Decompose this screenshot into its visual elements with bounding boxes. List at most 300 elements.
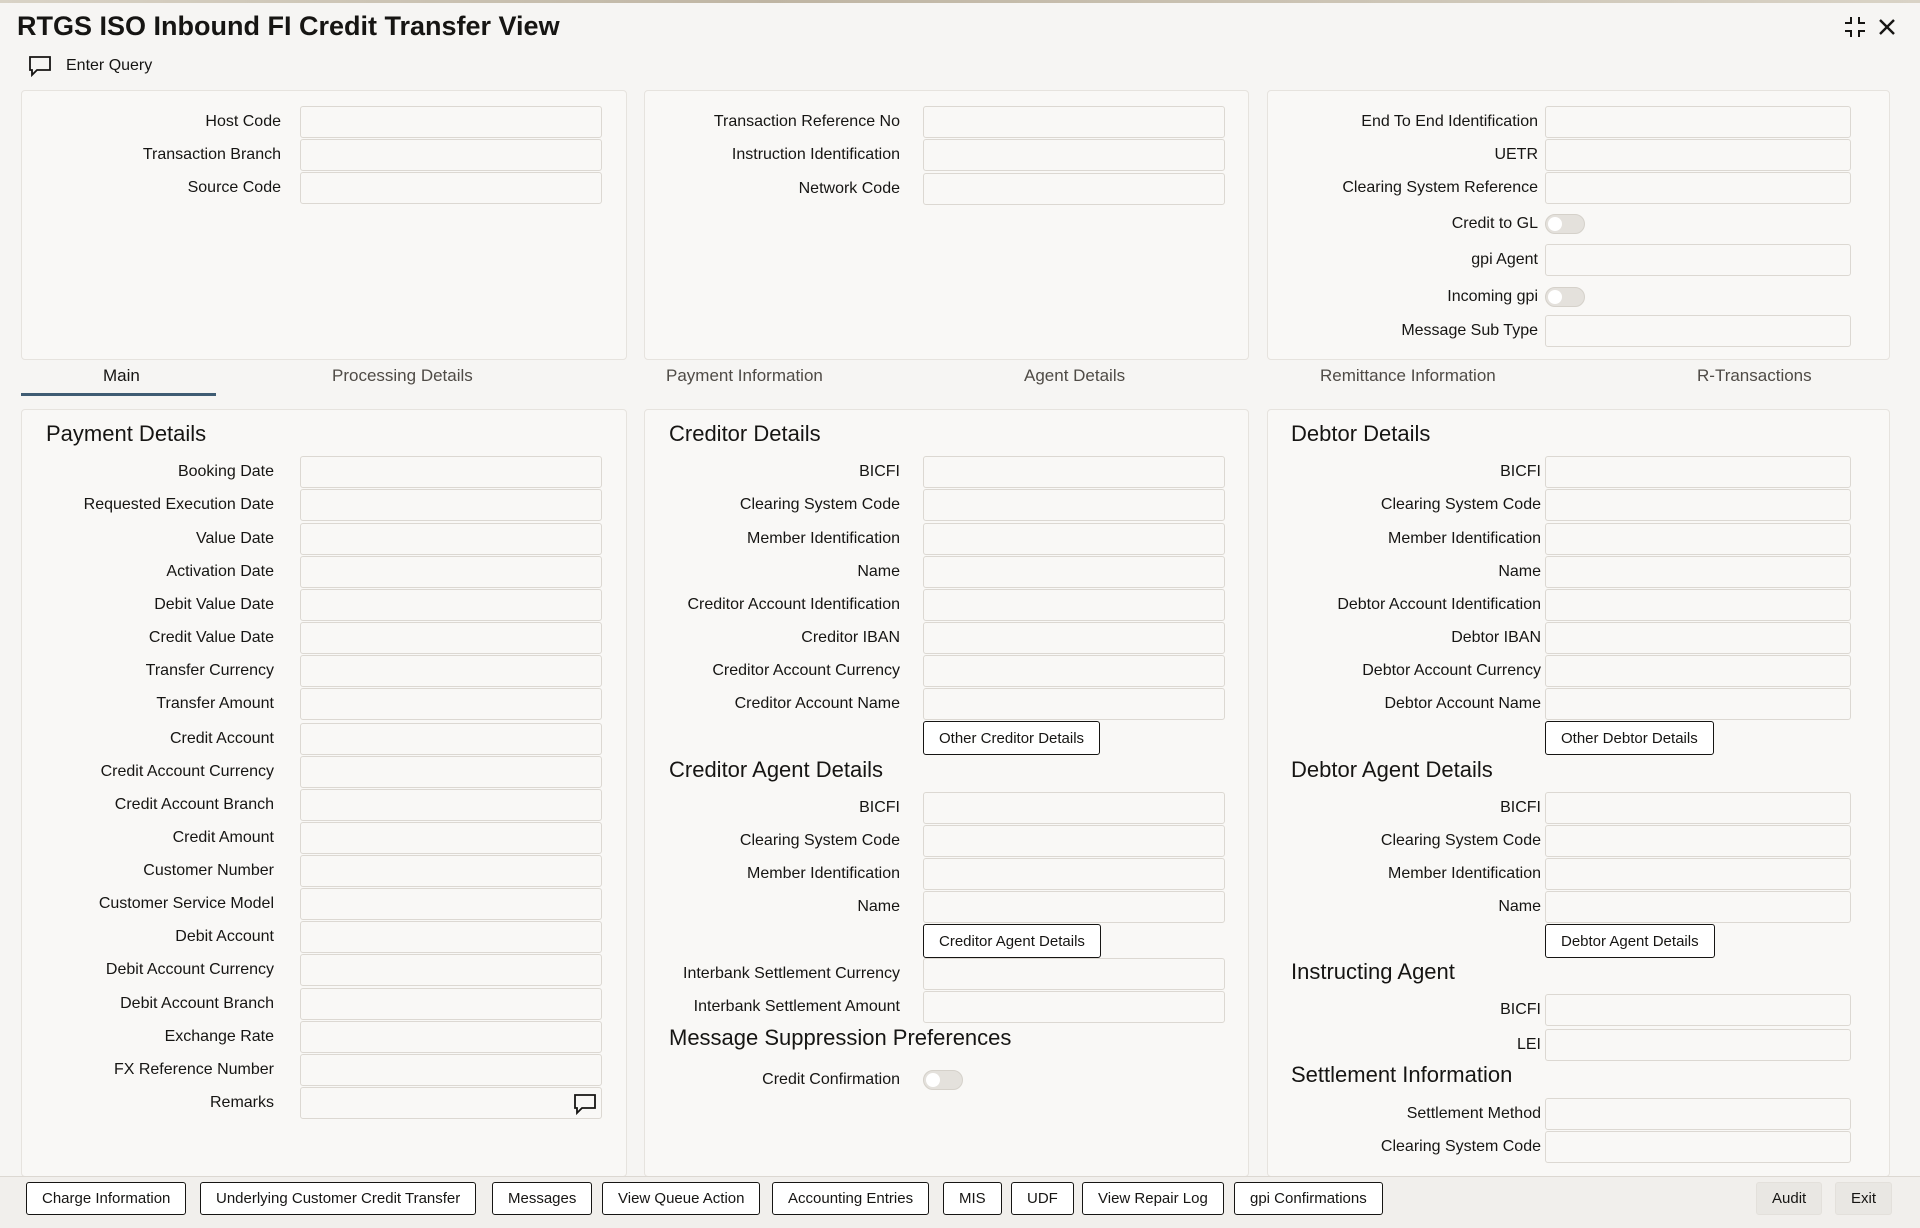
- field-credit-value-date: [22, 622, 626, 654]
- enter-query-button[interactable]: [28, 52, 152, 80]
- instruction-identification-input[interactable]: [924, 140, 1224, 170]
- debtor-agent-bicfi-input[interactable]: [1546, 793, 1850, 823]
- settlement-clearing-system-code-input-wrap: [1545, 1131, 1851, 1163]
- mis-button[interactable]: MIS: [943, 1182, 1002, 1215]
- field-label: Customer Number: [143, 862, 274, 879]
- tab-main[interactable]: Main: [103, 366, 140, 385]
- field-label: Requested Execution Date: [83, 496, 274, 513]
- source-code-input-wrap: [300, 172, 602, 204]
- debit-value-date-input[interactable]: [301, 590, 601, 620]
- field-label: Transaction Reference No: [713, 113, 900, 130]
- creditor-clearing-system-code-input[interactable]: [924, 490, 1224, 520]
- field-settlement-clearing-system-code: [1268, 1131, 1889, 1163]
- field-debit-value-date: [22, 589, 626, 621]
- field-credit-confirmation: [645, 1064, 1248, 1096]
- credit-account-input-wrap: [300, 723, 602, 755]
- creditor-iban-input[interactable]: [924, 623, 1224, 653]
- field-label: Transaction Branch: [142, 146, 281, 163]
- interbank-settlement-amount-input[interactable]: [924, 992, 1224, 1022]
- field-customer-number: [22, 855, 626, 887]
- end-to-end-input-wrap: [1545, 106, 1851, 138]
- field-label: Debtor Account Currency: [1362, 662, 1541, 679]
- field-label: Credit Account: [169, 730, 274, 747]
- field-interbank-settlement-amount: [645, 991, 1248, 1023]
- uetr-input-wrap: [1545, 139, 1851, 171]
- debtor-account-name-input[interactable]: [1546, 689, 1850, 719]
- charge-information-button[interactable]: Charge Information: [26, 1182, 186, 1215]
- footer-toolbar: [0, 1176, 1920, 1228]
- field-label: Instruction Identification: [731, 146, 900, 163]
- message-sub-type-input-wrap: [1545, 315, 1851, 347]
- transaction-reference-input[interactable]: [924, 107, 1224, 137]
- creditor-bicfi-input-wrap: [923, 456, 1225, 488]
- credit-value-date-input[interactable]: [301, 623, 601, 653]
- field-creditor-agent-member-identification: [645, 858, 1248, 890]
- field-value-date: [22, 523, 626, 555]
- requested-execution-date-input[interactable]: [301, 490, 601, 520]
- field-label: Host Code: [205, 113, 281, 130]
- field-label: Clearing System Code: [1380, 832, 1541, 849]
- field-creditor-iban: [645, 622, 1248, 654]
- credit-account-branch-input-wrap: [300, 789, 602, 821]
- other-debtor-details-button[interactable]: Other Debtor Details: [1545, 721, 1714, 755]
- field-label: Name: [1498, 563, 1541, 580]
- active-tab-indicator: [21, 393, 216, 396]
- enter-query-label: Enter Query: [66, 57, 153, 74]
- field-label: End To End Identification: [1361, 113, 1538, 130]
- window-title: RTGS ISO Inbound FI Credit Transfer View: [17, 11, 560, 41]
- field-creditor-agent-name: [645, 891, 1248, 923]
- tab-bar: [21, 356, 1891, 398]
- debtor-panel: [1267, 409, 1890, 1177]
- field-label: Name: [1498, 898, 1541, 915]
- field-label: BICFI: [859, 463, 900, 480]
- field-instruction-identification: [645, 139, 1248, 171]
- debtor-iban-input[interactable]: [1546, 623, 1850, 653]
- customer-service-model-input[interactable]: [301, 889, 601, 919]
- field-uetr: [1268, 139, 1889, 171]
- fx-reference-number-input-wrap: [300, 1054, 602, 1086]
- instructing-agent-lei-input[interactable]: [1546, 1030, 1850, 1060]
- field-credit-account: [22, 723, 626, 755]
- field-interbank-settlement-currency: [645, 958, 1248, 990]
- debtor-agent-details-title: Debtor Agent Details: [1291, 757, 1493, 782]
- field-credit-to-gl: [1268, 208, 1889, 240]
- tab-agent-details[interactable]: Agent Details: [1024, 366, 1126, 385]
- field-remarks: [22, 1087, 626, 1119]
- title-bar: [0, 3, 1920, 49]
- field-label: Member Identification: [747, 865, 900, 882]
- creditor-agent-details-button[interactable]: Creditor Agent Details: [923, 924, 1101, 958]
- fx-reference-number-input[interactable]: [301, 1055, 601, 1085]
- gpi-agent-input[interactable]: [1546, 245, 1850, 275]
- field-message-sub-type: [1268, 315, 1889, 347]
- creditor-agent-clearing-system-code-input-wrap: [923, 825, 1225, 857]
- host-code-input-wrap: [300, 106, 602, 138]
- field-label: Debit Account Branch: [120, 995, 274, 1012]
- field-instructing-agent-lei: [1268, 1029, 1889, 1061]
- field-creditor-account-identification: [645, 589, 1248, 621]
- creditor-agent-details-title: Creditor Agent Details: [669, 757, 883, 782]
- field-creditor-account-currency: [645, 655, 1248, 687]
- field-debit-account-currency: [22, 954, 626, 986]
- field-label: Creditor IBAN: [801, 629, 900, 646]
- field-label: Clearing System Reference: [1342, 179, 1538, 196]
- debit-account-currency-input[interactable]: [301, 955, 601, 985]
- creditor-member-identification-input[interactable]: [924, 524, 1224, 554]
- creditor-agent-bicfi-input[interactable]: [924, 793, 1224, 823]
- field-label: Credit Confirmation: [762, 1071, 900, 1088]
- field-network-code: [645, 173, 1248, 205]
- field-label: Value Date: [196, 530, 274, 547]
- field-debtor-agent-name: [1268, 891, 1889, 923]
- debtor-member-identification-input-wrap: [1545, 523, 1851, 555]
- debtor-bicfi-input[interactable]: [1546, 457, 1850, 487]
- credit-account-input[interactable]: [301, 724, 601, 754]
- debtor-account-identification-input-wrap: [1545, 589, 1851, 621]
- debtor-clearing-system-code-input-wrap: [1545, 489, 1851, 521]
- field-label: BICFI: [859, 799, 900, 816]
- transfer-currency-input[interactable]: [301, 656, 601, 686]
- payment-details-panel: [21, 409, 627, 1177]
- creditor-agent-member-identification-input[interactable]: [924, 859, 1224, 889]
- debtor-account-name-input-wrap: [1545, 688, 1851, 720]
- field-debtor-bicfi: [1268, 456, 1889, 488]
- clearing-system-reference-input[interactable]: [1546, 173, 1850, 203]
- tab-remittance-information[interactable]: Remittance Information: [1320, 366, 1496, 385]
- field-fx-reference-number: [22, 1054, 626, 1086]
- gpi-confirmations-button[interactable]: gpi Confirmations: [1234, 1182, 1383, 1215]
- field-label: Member Identification: [747, 530, 900, 547]
- field-label: Name: [857, 563, 900, 580]
- header-panel-1: [21, 90, 627, 360]
- debtor-name-input-wrap: [1545, 556, 1851, 588]
- field-creditor-clearing-system-code: [645, 489, 1248, 521]
- debit-value-date-input-wrap: [300, 589, 602, 621]
- transaction-branch-input[interactable]: [301, 140, 601, 170]
- creditor-account-name-input-wrap: [923, 688, 1225, 720]
- udf-button[interactable]: UDF: [1011, 1182, 1074, 1215]
- field-label: Debit Value Date: [154, 596, 274, 613]
- field-creditor-agent-clearing-system-code: [645, 825, 1248, 857]
- field-source-code: [22, 172, 626, 204]
- credit-confirmation-toggle[interactable]: [923, 1070, 963, 1090]
- field-credit-account-branch: [22, 789, 626, 821]
- customer-number-input-wrap: [300, 855, 602, 887]
- field-credit-amount: [22, 822, 626, 854]
- field-exchange-rate: [22, 1021, 626, 1053]
- field-creditor-agent-bicfi: [645, 792, 1248, 824]
- field-label: Interbank Settlement Currency: [683, 965, 900, 982]
- field-debtor-account-currency: [1268, 655, 1889, 687]
- field-label: Clearing System Code: [739, 832, 900, 849]
- debtor-agent-member-identification-input-wrap: [1545, 858, 1851, 890]
- interbank-settlement-currency-input[interactable]: [924, 959, 1224, 989]
- credit-account-currency-input[interactable]: [301, 757, 601, 787]
- field-label: Activation Date: [166, 563, 274, 580]
- close-button[interactable]: [1873, 13, 1901, 41]
- field-debtor-agent-clearing-system-code: [1268, 825, 1889, 857]
- settlement-method-input[interactable]: [1546, 1099, 1850, 1129]
- field-settlement-method: [1268, 1098, 1889, 1130]
- view-queue-action-button[interactable]: View Queue Action: [602, 1182, 760, 1215]
- creditor-account-name-input[interactable]: [924, 689, 1224, 719]
- creditor-agent-member-identification-input-wrap: [923, 858, 1225, 890]
- booking-date-input-wrap: [300, 456, 602, 488]
- field-transaction-reference: [645, 106, 1248, 138]
- exchange-rate-input[interactable]: [301, 1022, 601, 1052]
- field-activation-date: [22, 556, 626, 588]
- debtor-agent-details-button[interactable]: Debtor Agent Details: [1545, 924, 1715, 958]
- exchange-rate-input-wrap: [300, 1021, 602, 1053]
- creditor-account-currency-input-wrap: [923, 655, 1225, 687]
- messages-button[interactable]: Messages: [492, 1182, 592, 1215]
- field-debtor-account-name: [1268, 688, 1889, 720]
- field-creditor-account-name: [645, 688, 1248, 720]
- debit-account-input-wrap: [300, 921, 602, 953]
- field-debtor-clearing-system-code: [1268, 489, 1889, 521]
- field-label: gpi Agent: [1471, 251, 1538, 268]
- debit-account-currency-input-wrap: [300, 954, 602, 986]
- network-code-input[interactable]: [924, 174, 1224, 204]
- field-debtor-name: [1268, 556, 1889, 588]
- credit-amount-input-wrap: [300, 822, 602, 854]
- credit-account-branch-input[interactable]: [301, 790, 601, 820]
- customer-service-model-input-wrap: [300, 888, 602, 920]
- creditor-agent-bicfi-input-wrap: [923, 792, 1225, 824]
- field-debtor-agent-member-identification: [1268, 858, 1889, 890]
- transfer-amount-input[interactable]: [301, 689, 601, 719]
- field-label: Member Identification: [1388, 865, 1541, 882]
- field-debtor-agent-bicfi: [1268, 792, 1889, 824]
- activation-date-input[interactable]: [301, 557, 601, 587]
- debit-account-branch-input-wrap: [300, 988, 602, 1020]
- chat-bubble-icon: [28, 55, 52, 77]
- field-label: Source Code: [187, 179, 281, 196]
- field-incoming-gpi: [1268, 281, 1889, 313]
- creditor-agent-clearing-system-code-input[interactable]: [924, 826, 1224, 856]
- field-label: Clearing System Code: [1380, 496, 1541, 513]
- incoming-gpi-toggle[interactable]: [1545, 287, 1585, 307]
- debtor-account-currency-input-wrap: [1545, 655, 1851, 687]
- field-debtor-account-identification: [1268, 589, 1889, 621]
- field-transfer-currency: [22, 655, 626, 687]
- debtor-agent-name-input[interactable]: [1546, 892, 1850, 922]
- creditor-details-title: Creditor Details: [669, 421, 821, 446]
- debtor-agent-bicfi-input-wrap: [1545, 792, 1851, 824]
- field-instructing-agent-bicfi: [1268, 994, 1889, 1026]
- field-creditor-name: [645, 556, 1248, 588]
- debtor-agent-clearing-system-code-input-wrap: [1545, 825, 1851, 857]
- end-to-end-input[interactable]: [1546, 107, 1850, 137]
- field-label: BICFI: [1500, 799, 1541, 816]
- gpi-agent-input-wrap: [1545, 244, 1851, 276]
- field-label: Transfer Amount: [156, 695, 274, 712]
- instructing-agent-bicfi-input-wrap: [1545, 994, 1851, 1026]
- creditor-account-identification-input-wrap: [923, 589, 1225, 621]
- field-label: Credit Value Date: [148, 629, 274, 646]
- field-label: Debit Account Currency: [105, 961, 274, 978]
- underlying-customer-credit-transfer-button[interactable]: Underlying Customer Credit Transfer: [200, 1182, 476, 1215]
- debtor-clearing-system-code-input[interactable]: [1546, 490, 1850, 520]
- field-label: FX Reference Number: [113, 1061, 274, 1078]
- creditor-account-identification-input[interactable]: [924, 590, 1224, 620]
- payment-details-title: Payment Details: [46, 421, 207, 446]
- field-debit-account: [22, 921, 626, 953]
- debtor-account-currency-input[interactable]: [1546, 656, 1850, 686]
- field-label: Customer Service Model: [98, 895, 274, 912]
- field-transfer-amount: [22, 688, 626, 720]
- audit-button[interactable]: Audit: [1756, 1182, 1822, 1215]
- debtor-agent-member-identification-input[interactable]: [1546, 859, 1850, 889]
- field-label: Transfer Currency: [145, 662, 274, 679]
- remarks-input-wrap: [300, 1087, 602, 1119]
- debtor-name-input[interactable]: [1546, 557, 1850, 587]
- clearing-system-reference-input-wrap: [1545, 172, 1851, 204]
- message-sub-type-input[interactable]: [1546, 316, 1850, 346]
- transaction-branch-input-wrap: [300, 139, 602, 171]
- field-host-code: [22, 106, 626, 138]
- field-label: Credit Account Branch: [114, 796, 274, 813]
- settlement-method-input-wrap: [1545, 1098, 1851, 1130]
- creditor-agent-name-input-wrap: [923, 891, 1225, 923]
- instruction-identification-input-wrap: [923, 139, 1225, 171]
- settlement-clearing-system-code-input[interactable]: [1546, 1132, 1850, 1162]
- creditor-member-identification-input-wrap: [923, 523, 1225, 555]
- field-creditor-bicfi: [645, 456, 1248, 488]
- tab-r-transactions[interactable]: R-Transactions: [1697, 366, 1812, 385]
- instructing-agent-title: Instructing Agent: [1291, 959, 1455, 984]
- field-end-to-end: [1268, 106, 1889, 138]
- creditor-name-input[interactable]: [924, 557, 1224, 587]
- tab-processing-details[interactable]: Processing Details: [332, 366, 473, 385]
- field-label: Member Identification: [1388, 530, 1541, 547]
- value-date-input-wrap: [300, 523, 602, 555]
- header-panel-3: [1267, 90, 1890, 360]
- interbank-settlement-currency-input-wrap: [923, 958, 1225, 990]
- close-icon: [1877, 17, 1897, 37]
- debit-account-branch-input[interactable]: [301, 989, 601, 1019]
- field-label: Clearing System Code: [1380, 1138, 1541, 1155]
- uetr-input[interactable]: [1546, 140, 1850, 170]
- field-label: Creditor Account Name: [734, 695, 900, 712]
- debtor-iban-input-wrap: [1545, 622, 1851, 654]
- maximize-button[interactable]: [1841, 13, 1869, 41]
- field-label: Clearing System Code: [739, 496, 900, 513]
- transfer-amount-input-wrap: [300, 688, 602, 720]
- field-label: Creditor Account Identification: [687, 596, 900, 613]
- field-label: LEI: [1516, 1036, 1541, 1053]
- chat-bubble-icon[interactable]: [573, 1092, 597, 1116]
- field-label: BICFI: [1500, 463, 1541, 480]
- creditor-name-input-wrap: [923, 556, 1225, 588]
- field-label: Incoming gpi: [1447, 288, 1538, 305]
- debtor-account-identification-input[interactable]: [1546, 590, 1850, 620]
- field-label: Settlement Method: [1406, 1105, 1541, 1122]
- interbank-settlement-amount-input-wrap: [923, 991, 1225, 1023]
- transfer-currency-input-wrap: [300, 655, 602, 687]
- field-label: Creditor Account Currency: [712, 662, 900, 679]
- debit-account-input[interactable]: [301, 922, 601, 952]
- field-debtor-member-identification: [1268, 523, 1889, 555]
- credit-account-currency-input-wrap: [300, 756, 602, 788]
- accounting-entries-button[interactable]: Accounting Entries: [772, 1182, 929, 1215]
- credit-to-gl-toggle[interactable]: [1545, 214, 1585, 234]
- debtor-bicfi-input-wrap: [1545, 456, 1851, 488]
- creditor-iban-input-wrap: [923, 622, 1225, 654]
- other-creditor-details-button[interactable]: Other Creditor Details: [923, 721, 1100, 755]
- debtor-agent-name-input-wrap: [1545, 891, 1851, 923]
- field-label: Debtor Account Name: [1384, 695, 1541, 712]
- exit-button[interactable]: Exit: [1835, 1182, 1892, 1215]
- network-code-input-wrap: [923, 173, 1225, 205]
- field-label: Credit Amount: [172, 829, 274, 846]
- debtor-agent-clearing-system-code-input[interactable]: [1546, 826, 1850, 856]
- creditor-panel: [644, 409, 1249, 1177]
- debtor-member-identification-input[interactable]: [1546, 524, 1850, 554]
- debtor-details-title: Debtor Details: [1291, 421, 1431, 446]
- instructing-agent-lei-input-wrap: [1545, 1029, 1851, 1061]
- field-label: BICFI: [1500, 1001, 1541, 1018]
- field-debit-account-branch: [22, 988, 626, 1020]
- maximize-icon: [1843, 15, 1867, 39]
- requested-execution-date-input-wrap: [300, 489, 602, 521]
- field-label: Credit to GL: [1451, 215, 1538, 232]
- creditor-clearing-system-code-input-wrap: [923, 489, 1225, 521]
- field-credit-account-currency: [22, 756, 626, 788]
- field-label: Remarks: [209, 1094, 274, 1111]
- activation-date-input-wrap: [300, 556, 602, 588]
- field-requested-execution-date: [22, 489, 626, 521]
- host-code-input[interactable]: [301, 107, 601, 137]
- header-panel-2: [644, 90, 1249, 360]
- instructing-agent-bicfi-input[interactable]: [1546, 995, 1850, 1025]
- field-customer-service-model: [22, 888, 626, 920]
- field-label: Exchange Rate: [164, 1028, 274, 1045]
- view-repair-log-button[interactable]: View Repair Log: [1082, 1182, 1224, 1215]
- field-label: UETR: [1494, 146, 1538, 163]
- field-transaction-branch: [22, 139, 626, 171]
- field-label: Name: [857, 898, 900, 915]
- field-booking-date: [22, 456, 626, 488]
- field-clearing-system-reference: [1268, 172, 1889, 204]
- remarks-input[interactable]: [301, 1088, 601, 1118]
- field-label: Message Sub Type: [1401, 322, 1538, 339]
- field-label: Debit Account: [175, 928, 274, 945]
- creditor-account-currency-input[interactable]: [924, 656, 1224, 686]
- settlement-information-title: Settlement Information: [1291, 1062, 1513, 1087]
- field-label: Credit Account Currency: [100, 763, 274, 780]
- creditor-agent-name-input[interactable]: [924, 892, 1224, 922]
- credit-amount-input[interactable]: [301, 823, 601, 853]
- transaction-reference-input-wrap: [923, 106, 1225, 138]
- field-gpi-agent: [1268, 244, 1889, 276]
- tab-payment-information[interactable]: Payment Information: [666, 366, 823, 385]
- credit-value-date-input-wrap: [300, 622, 602, 654]
- field-label: Network Code: [798, 180, 900, 197]
- field-label: Booking Date: [177, 463, 274, 480]
- field-creditor-member-identification: [645, 523, 1248, 555]
- customer-number-input[interactable]: [301, 856, 601, 886]
- field-label: Debtor Account Identification: [1337, 596, 1541, 613]
- message-suppression-title: Message Suppression Preferences: [669, 1025, 1012, 1050]
- field-debtor-iban: [1268, 622, 1889, 654]
- value-date-input[interactable]: [301, 524, 601, 554]
- source-code-input[interactable]: [301, 173, 601, 203]
- creditor-bicfi-input[interactable]: [924, 457, 1224, 487]
- booking-date-input[interactable]: [301, 457, 601, 487]
- field-label: Debtor IBAN: [1451, 629, 1541, 646]
